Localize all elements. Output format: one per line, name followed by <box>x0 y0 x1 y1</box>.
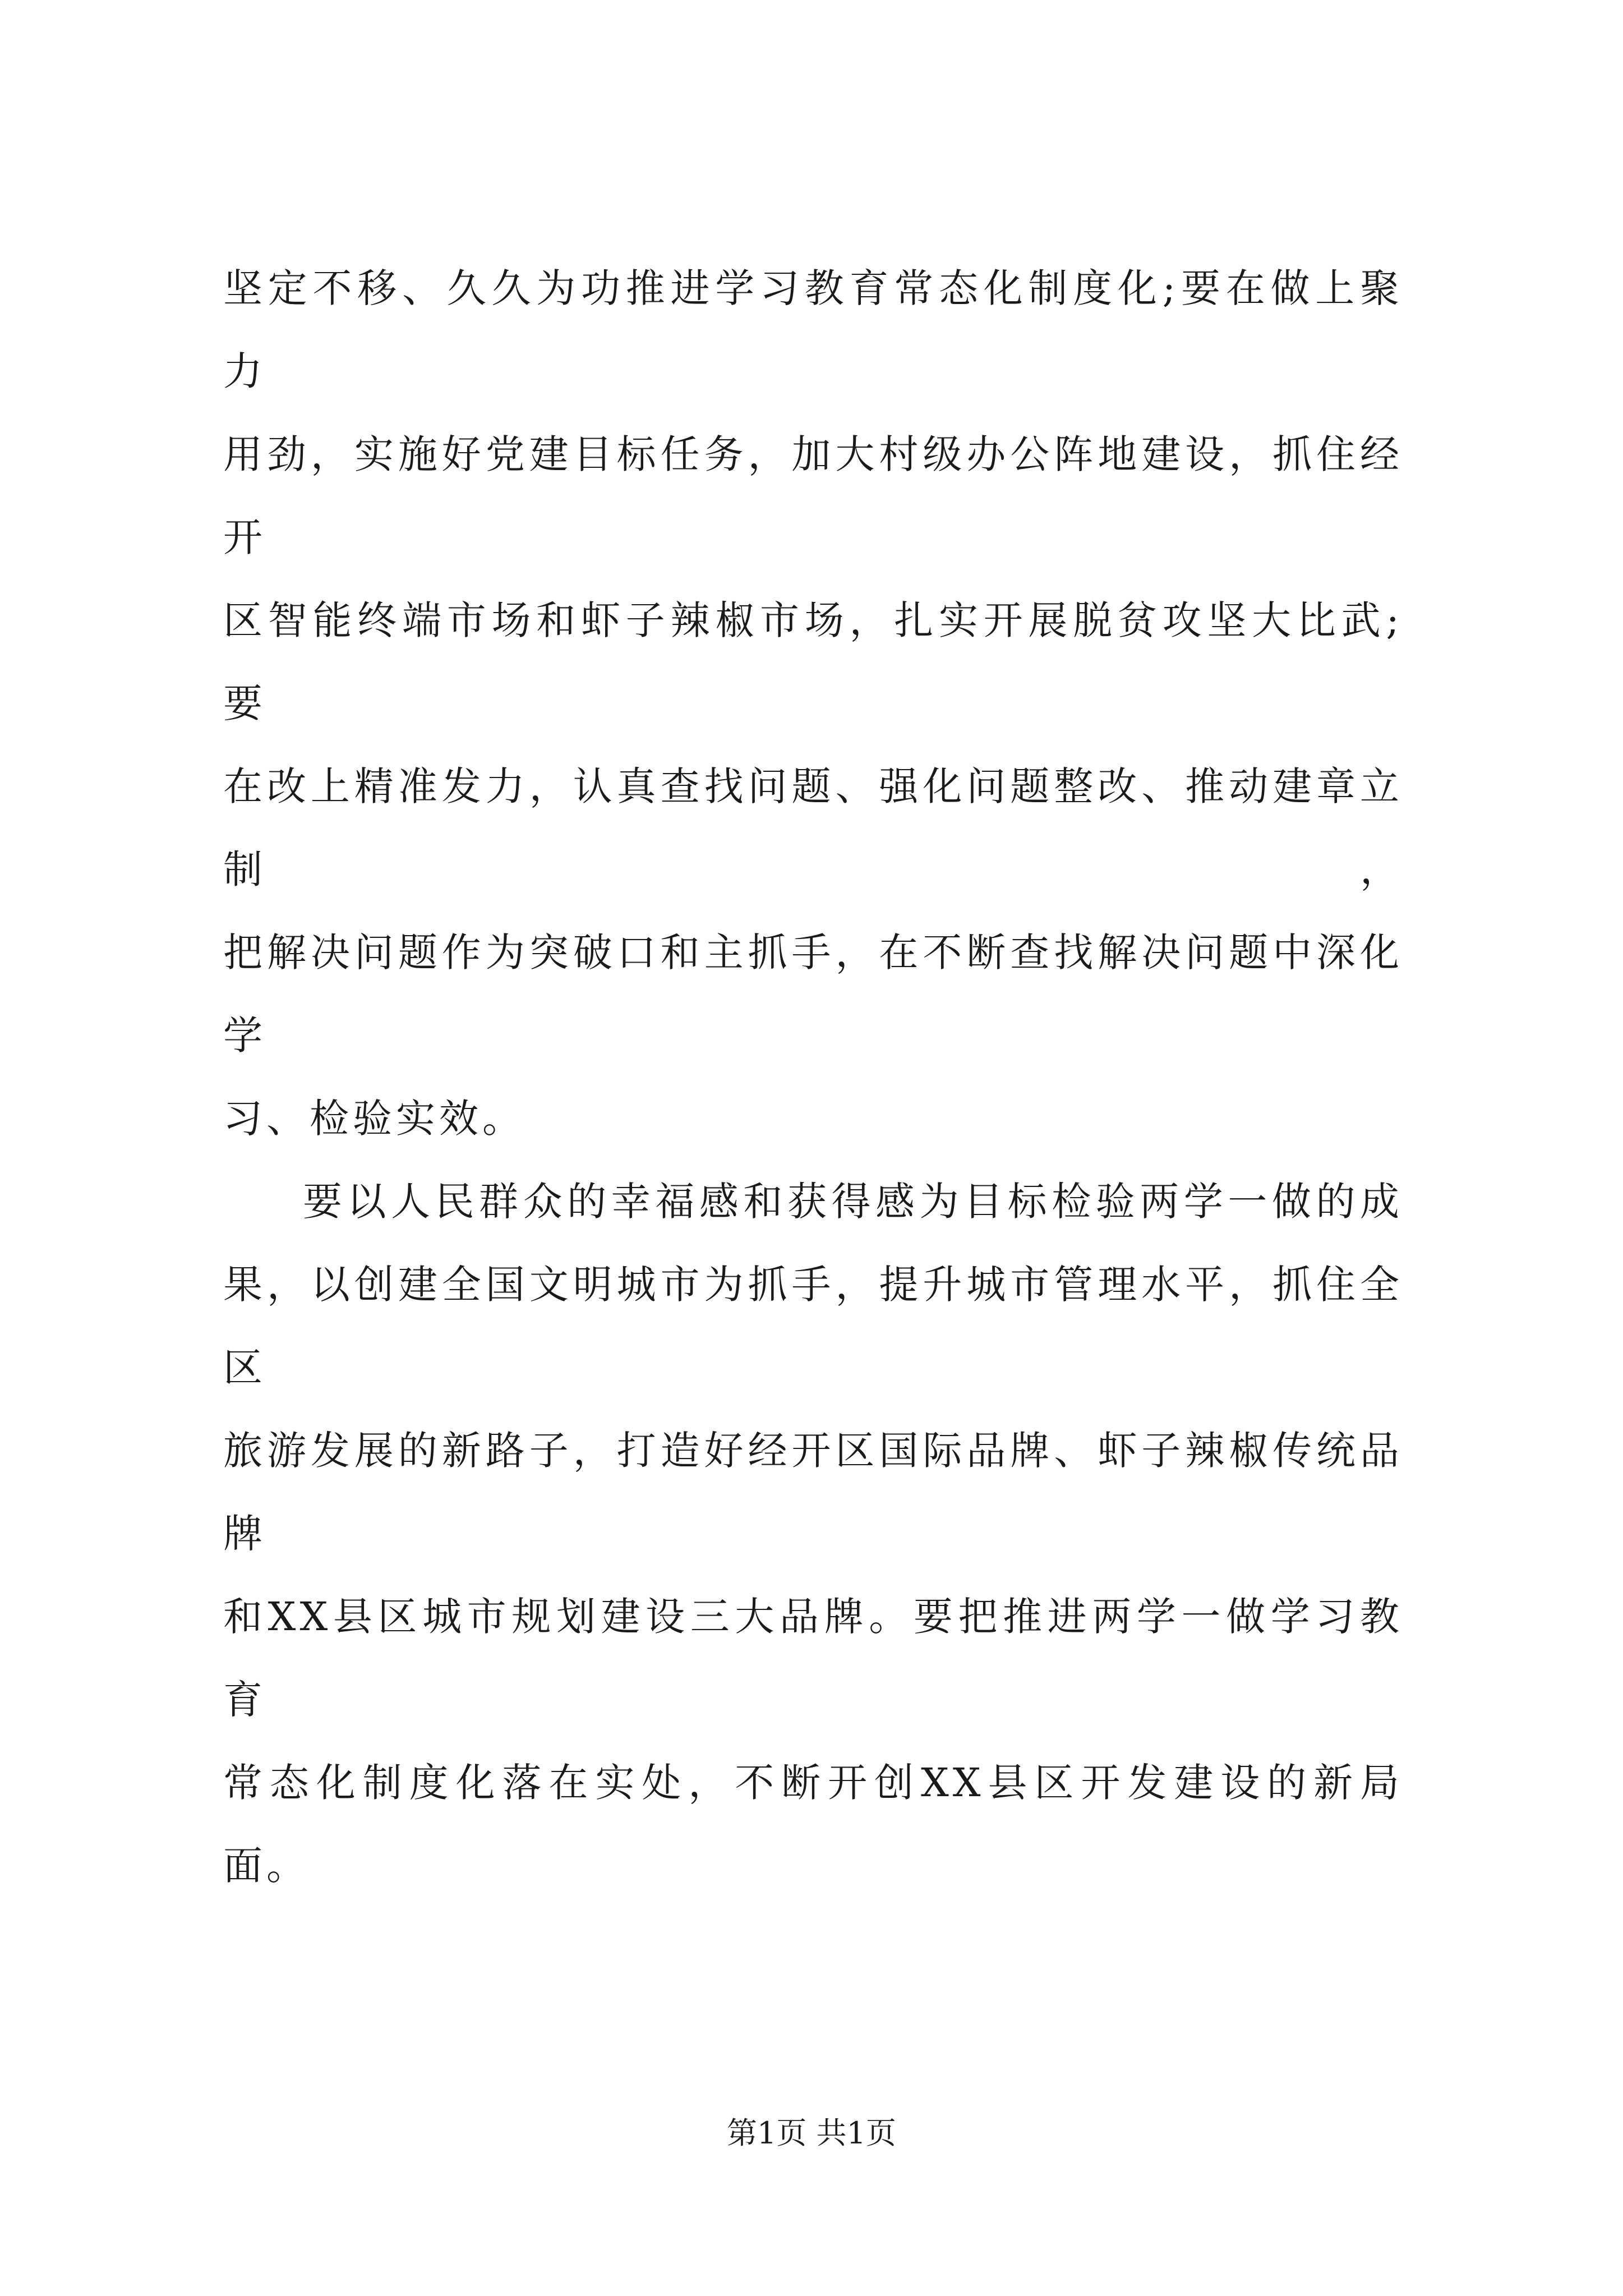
text-line: 区智能终端市场和虾子辣椒市场，扎实开展脱贫攻坚大比武;要 <box>223 597 1403 726</box>
paragraph-1 <box>223 247 1403 1160</box>
paragraph-2 <box>223 1160 1403 1907</box>
text-line: 把解决问题作为突破口和主抓手，在不断查找解决问题中深化学 <box>223 930 1403 1059</box>
document-body <box>223 247 1403 1907</box>
text-line: 旅游发展的新路子，打造好经开区国际品牌、虾子辣椒传统品牌 <box>223 1428 1403 1557</box>
text-line: 在改上精准发力，认真查找问题、强化问题整改、推动建章立制， <box>223 763 1403 892</box>
text-line: 常态化制度化落在实处，不断开创XX县区开发建设的新局面。 <box>223 1760 1403 1889</box>
text-line: 坚定不移、久久为功推进学习教育常态化制度化;要在做上聚力 <box>223 265 1403 394</box>
page-number-footer: 第1页 共1页 <box>727 2115 896 2151</box>
text-line: 和XX县区城市规划建设三大品牌。要把推进两学一做学习教育 <box>223 1594 1403 1723</box>
text-line: 要以人民群众的幸福感和获得感为目标检验两学一做的成 <box>303 1179 1403 1225</box>
text-line: 果，以创建全国文明城市为抓手，提升城市管理水平，抓住全区 <box>223 1262 1403 1391</box>
text-line: 用劲，实施好党建目标任务，加大村级办公阵地建设，抓住经开 <box>223 431 1403 560</box>
text-line: 习、检验实效。 <box>223 1096 525 1142</box>
